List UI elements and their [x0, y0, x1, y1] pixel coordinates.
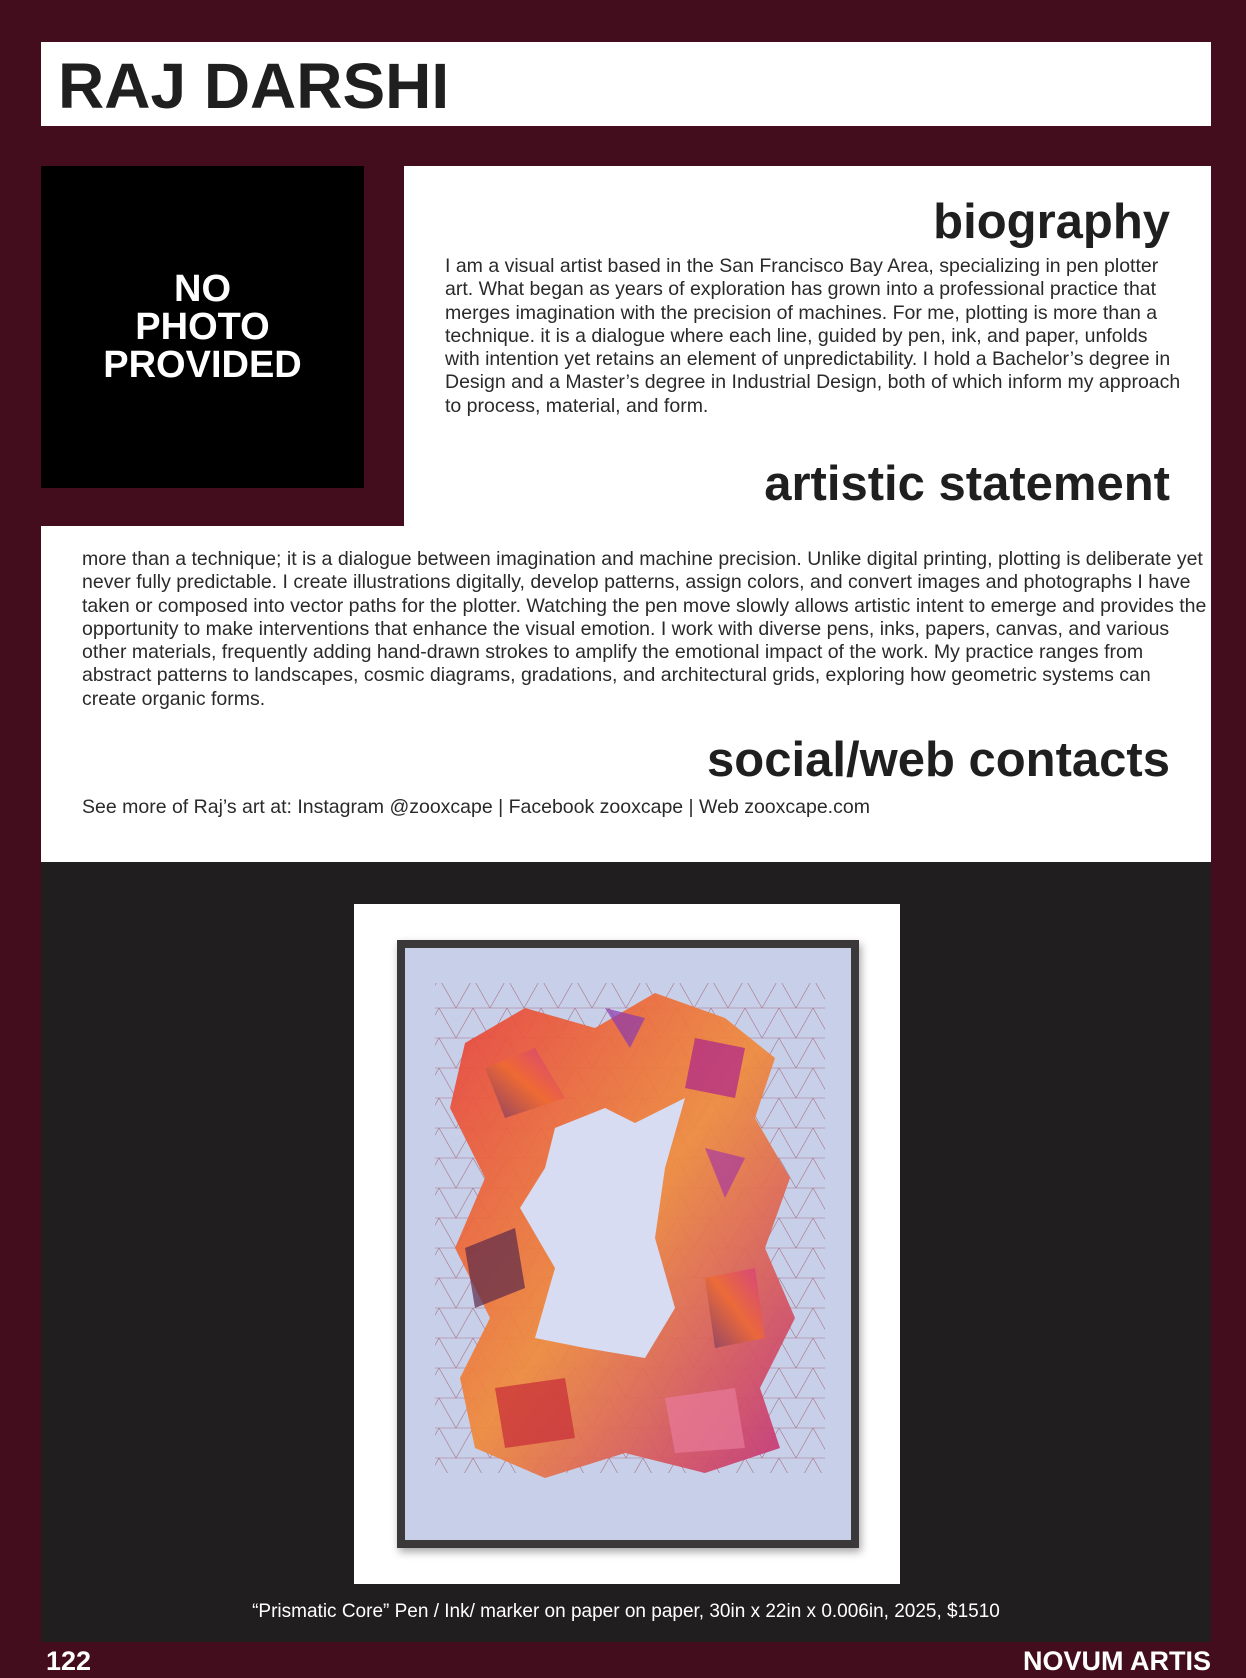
- artwork-mat: [354, 904, 900, 1584]
- artistic-statement-text: more than a technique; it is a dialogue between imagination and machine precision. Unlike digital printing, plotting is deliberate yet never fully predictable. I create illustrations digitally, develop patterns, assign colors, and convert images and photographs I have taken or composed into vector paths for the plotter. Watching the pen move slowly allows artistic intent to emerge and provides the opportunity to make interventions that enhance the visual emotion. I work with diverse pens, inks, papers, canvas, and various other materials, frequently adding hand-drawn strokes to amplify the emotional impact of the work. My practice ranges from abstract patterns to landscapes, cosmic diagrams, gradations, and architectural grids, exploring how geometric systems can create organic forms.: [82, 548, 1207, 710]
- artwork-section: [41, 862, 1211, 1642]
- artistic-statement-heading: artistic statement: [764, 457, 1170, 511]
- biography-panel: [404, 166, 1211, 526]
- photo-placeholder-text: NO PHOTO PROVIDED: [103, 268, 302, 386]
- artist-name: RAJ DARSHI: [58, 50, 450, 122]
- social-contacts-text: See more of Raj’s art at: Instagram @zooxcape | Facebook zooxcape | Web zooxcape.com: [82, 796, 870, 818]
- social-contacts-heading: social/web contacts: [707, 733, 1170, 787]
- artwork-illustration: [405, 948, 851, 1540]
- artist-name-bar: [41, 42, 1211, 126]
- publication-name: NOVUM ARTIS: [1023, 1646, 1211, 1676]
- statement-and-contacts-panel: [41, 526, 1211, 862]
- artwork-caption: “Prismatic Core” Pen / Ink/ marker on paper on paper, 30in x 22in x 0.006in, 2025, $1510: [252, 1601, 1000, 1622]
- photo-placeholder: [41, 166, 364, 488]
- artwork-frame: [397, 940, 859, 1548]
- biography-text: I am a visual artist based in the San Francisco Bay Area, specializing in pen plotter art. What began as years of exploration has grown into a professional practice that merges imagination with the precision of machines. For me, plotting is more than a technique. it is a dialogue where each line, guided by pen, ink, and paper, unfolds with intention yet retains an element of unpredictability. I hold a Bachelor’s degree in Design and a Master’s degree in Industrial Design, both of which inform my approach to process, material, and form.: [445, 255, 1181, 417]
- artwork-image: [405, 948, 851, 1540]
- biography-heading: biography: [933, 195, 1170, 249]
- page-number: 122: [46, 1646, 92, 1676]
